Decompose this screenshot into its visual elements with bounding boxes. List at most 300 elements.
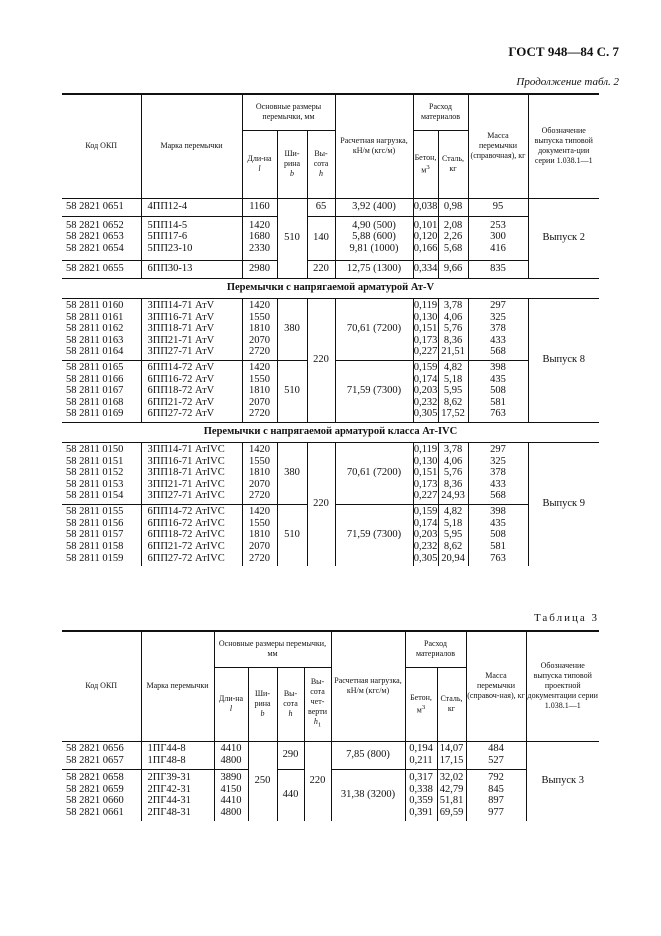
cell-text: 1680 (249, 231, 270, 243)
cell-text: 4,82 (443, 506, 463, 518)
cell-text: 58 2821 0658 (66, 772, 124, 784)
cell-text: 5,18 (443, 517, 463, 529)
cell-text: 2070 (249, 478, 270, 490)
cell-text: 581 (490, 541, 506, 553)
cell-text: 0,151 (413, 323, 438, 335)
table-cell (413, 504, 438, 566)
cell-text: 6ПП16-72 АтV (147, 373, 215, 385)
cell-text: 0,203 (413, 529, 438, 541)
table-cell: Выпуск 8 (542, 354, 586, 366)
table-cell (468, 216, 528, 260)
table-cell (141, 769, 214, 821)
table-cell: 1160 (242, 198, 277, 216)
table-cell: 510 (277, 504, 307, 566)
cell-text: 0,227 (413, 490, 438, 502)
table-cell: 2980 (242, 260, 277, 278)
cell-text: 5ПП14-5 (147, 219, 188, 231)
cell-text: 398 (490, 506, 506, 518)
cell-text: 58 2811 0165 (66, 362, 124, 374)
cell-text: 58 2811 0156 (66, 517, 124, 529)
cell-text: 0,159 (413, 362, 438, 374)
cell-text: 1420 (249, 444, 270, 456)
table-cell (62, 298, 141, 360)
cell-text: 5,76 (443, 467, 463, 479)
cell-text: 435 (490, 373, 506, 385)
cell-text: 2070 (249, 541, 270, 553)
cell-text: Сталь, кг (441, 154, 465, 173)
cell-text: 2ПГ42-31 (147, 783, 191, 795)
table-cell (438, 504, 468, 566)
table-cell: 0,334 (413, 260, 438, 278)
cell-text: Код ОКП (85, 141, 118, 151)
cell-text: Вы-сота (313, 149, 329, 168)
cell-text: 42,79 (439, 783, 464, 795)
cell-text: 581 (490, 396, 506, 408)
table-cell (468, 504, 528, 566)
cell-text: 0,130 (413, 311, 438, 323)
cell-text: 325 (490, 311, 506, 323)
cell-text: 58 2811 0150 (66, 444, 124, 456)
cell-text: 1550 (249, 311, 270, 323)
cell-text: 4410 (220, 743, 242, 755)
cell-text: 8,36 (443, 478, 463, 490)
cell-text: 3ПП14-71 АтIVС (147, 444, 225, 456)
cell-text: 8,62 (443, 396, 463, 408)
table-cell (141, 298, 242, 360)
table-row (62, 216, 599, 260)
table-cell: 290 (277, 741, 304, 769)
cell-text: 9,81 (1000) (349, 242, 399, 254)
col-code-header (62, 94, 141, 198)
col-mark-header (141, 631, 214, 741)
cell-text: 4800 (220, 806, 242, 818)
cell-text: 0,391 (409, 806, 433, 818)
col-mat-header (413, 94, 468, 130)
cell-text: Бетон, м (410, 692, 432, 715)
table-cell (242, 298, 277, 360)
cell-text: h (288, 709, 293, 718)
section-header-row (62, 278, 599, 298)
cell-text: 58 2821 0660 (66, 795, 124, 807)
cell-text: 5,18 (443, 373, 463, 385)
cell-text: 0,166 (413, 242, 438, 254)
table-3 (62, 630, 599, 821)
cell-text: 325 (490, 455, 506, 467)
cell-text: 20,94 (441, 552, 465, 564)
cell-text: 58 2821 0653 (66, 231, 124, 243)
table-cell (242, 216, 277, 260)
cell-text: 4150 (220, 783, 242, 795)
cell-text: 2,26 (443, 231, 463, 243)
cell-text: Марка перемычки (146, 681, 209, 691)
cell-text: 3890 (220, 772, 242, 784)
cell-text: Дли-на (247, 154, 272, 163)
table-cell: 31,38 (3200) (331, 769, 405, 821)
col-mass-header (466, 631, 526, 741)
table-cell (468, 360, 528, 422)
cell-text: 4410 (220, 795, 242, 807)
cell-text: l (258, 164, 261, 173)
cell-text: 0,227 (413, 346, 438, 358)
table-cell: Выпуск 2 (528, 198, 599, 278)
col-series-header (528, 94, 599, 198)
cell-text: 2ПГ48-31 (147, 806, 191, 818)
cell-text: Сталь, кг (440, 694, 463, 713)
cell-text: h (319, 169, 323, 178)
table-cell: 71,59 (7300) (335, 360, 413, 422)
table-cell (62, 216, 141, 260)
cell-text: 8,62 (443, 541, 463, 553)
table-cell (62, 360, 141, 422)
cell-text: Расчетная нагрузка, кН/м (кгс/м) (334, 676, 402, 696)
col-concrete-header: Бетон, $м^3$ (405, 667, 437, 741)
cell-text: 0,174 (413, 373, 438, 385)
cell-text: 6ПП14-72 АтV (147, 362, 215, 374)
cell-text: 1420 (249, 300, 270, 312)
cell-text: 58 2811 0163 (66, 334, 124, 346)
table-cell (437, 769, 466, 821)
table-cell (141, 442, 242, 504)
cell-text: 508 (490, 385, 506, 397)
table-cell: 71,59 (7300) (335, 504, 413, 566)
table-cell (405, 769, 437, 821)
cell-text: Расход материалов (420, 102, 461, 122)
cell-text: Обозначение выпуска типовой документа-ции серии 1.038.1—1 (534, 126, 593, 166)
cell-text: 1420 (249, 219, 270, 231)
cell-text: Вы-сота (283, 689, 298, 708)
cell-text: 6ПП18-72 АтIVС (147, 529, 225, 541)
col-height-header (307, 130, 335, 198)
cell-text: 2720 (249, 490, 270, 502)
cell-text: 58 2811 0160 (66, 300, 124, 312)
cell-text: 4800 (220, 755, 242, 766)
cell-text: 58 2821 0654 (66, 242, 124, 254)
cell-text: 8,36 (443, 334, 463, 346)
cell-text: 58 2811 0166 (66, 373, 124, 385)
cell-text: 69,59 (439, 806, 464, 818)
cell-text: 6ПП21-72 АтV (147, 396, 215, 408)
cell-text: 0,101 (413, 219, 438, 231)
table-cell: 440 (277, 769, 304, 821)
cell-text: 3ПП18-71 АтIVС (147, 467, 225, 479)
cell-text: 1810 (249, 385, 270, 397)
cell-text: 6ПП16-72 АтIVС (147, 517, 225, 529)
section-header-row (62, 422, 599, 442)
cell-text: 0,159 (413, 506, 438, 518)
table-cell (438, 216, 468, 260)
cell-text: 0,119 (413, 300, 438, 312)
table-cell (62, 442, 141, 504)
cell-text: 24,93 (441, 490, 465, 502)
table-3-label: Таблица 3 (533, 612, 599, 624)
cell-text: 58 2821 0659 (66, 783, 124, 795)
col-length-header (214, 667, 248, 741)
table-cell (413, 360, 438, 422)
cell-text: 58 2811 0154 (66, 490, 124, 502)
cell-text: b (260, 709, 265, 718)
cell-text: 6ПП21-72 АтIVС (147, 541, 225, 553)
table-cell (242, 442, 277, 504)
table-cell: 70,61 (7200) (335, 298, 413, 360)
table-cell: 220 (304, 741, 331, 821)
cell-text: 0,232 (413, 541, 438, 553)
cell-text: 5,95 (443, 529, 463, 541)
col-dims-header (214, 631, 331, 667)
cell-text: Расчетная нагрузка, кН/м (кгс/м) (340, 136, 408, 156)
cell-text: 58 2821 0656 (66, 743, 124, 755)
cell-text: 4,82 (443, 362, 463, 374)
table-cell: 220 (307, 442, 335, 566)
cell-text: 5,95 (443, 385, 463, 397)
cell-text: 58 2821 0661 (66, 806, 124, 818)
table-row (62, 260, 599, 278)
cell-text: 6ПП27-72 АтIVС (147, 552, 225, 564)
cell-text: 3ПП18-71 АтV (147, 323, 215, 335)
cell-text: 0,130 (413, 455, 438, 467)
table-cell: Выпуск 9 (542, 498, 586, 510)
cell-text: 58 2811 0162 (66, 323, 124, 335)
col-series-header (526, 631, 599, 741)
cell-text: Масса перемычки (справочная), кг (470, 131, 526, 161)
table-cell (62, 741, 141, 769)
cell-text: 1810 (249, 323, 270, 335)
table-cell (141, 360, 242, 422)
cell-text: b (290, 169, 294, 178)
cell-text: 2ПГ44-31 (147, 795, 191, 807)
cell-text: Основные размеры перемычки, мм (255, 102, 322, 122)
table-cell (141, 741, 214, 769)
table-row (62, 298, 599, 360)
cell-text: 378 (490, 467, 506, 479)
cell-text: 2720 (249, 346, 270, 358)
cell-text: 845 (488, 783, 504, 795)
table-cell: Выпуск 3 (541, 775, 585, 787)
cell-text: 1810 (249, 467, 270, 479)
cell-text: Дли-на (218, 694, 244, 703)
cell-text: 58 2811 0169 (66, 408, 124, 420)
table-cell: 95 (468, 198, 528, 216)
table-cell (242, 360, 277, 422)
cell-text: 568 (490, 346, 506, 358)
cell-text: 5,76 (443, 323, 463, 335)
table-cell: 7,85 (800) (331, 741, 405, 769)
table-cell (466, 769, 526, 821)
cell-text: 3ПП14-71 АтV (147, 300, 215, 312)
cell-text: 0,151 (413, 467, 438, 479)
cell-text: 2ПГ39-31 (147, 772, 191, 784)
cell-text: 3ПП21-71 АтV (147, 334, 215, 346)
cell-text: 3ПП27-71 АтIVС (147, 490, 225, 502)
col-mark-header (141, 94, 242, 198)
cell-text: 1420 (249, 506, 270, 518)
table-cell: 510 (277, 360, 307, 422)
cell-text: 1420 (249, 362, 270, 374)
cell-text: 0,211 (409, 755, 433, 766)
table-cell: 510 (277, 198, 307, 278)
table-cell (413, 442, 438, 504)
cell-text: 6ПП14-72 АтIVС (147, 506, 225, 518)
cell-text: 58 2811 0159 (66, 552, 124, 564)
cell-text: 416 (490, 242, 506, 254)
cell-text: 17,52 (441, 408, 465, 420)
cell-text: 0,174 (413, 517, 438, 529)
table-cell: 70,61 (7200) (335, 442, 413, 504)
cell-text: 3,78 (443, 444, 463, 456)
table-continuation-caption: Продолжение табл. 2 (516, 76, 619, 88)
table-cell: 380 (277, 298, 307, 360)
table-cell: 9,66 (438, 260, 468, 278)
cell-text: Вы-сота чет-верти (308, 677, 327, 717)
table-2 (62, 93, 599, 566)
cell-text: 6ПП18-72 АтV (147, 385, 215, 397)
cell-text: 6ПП27-72 АтV (147, 408, 215, 420)
table-cell: 835 (468, 260, 528, 278)
table-cell: 3,92 (400) (335, 198, 413, 216)
table-cell (335, 216, 413, 260)
cell-text: 0,120 (413, 231, 438, 243)
cell-text: h (313, 717, 318, 727)
table-cell (438, 360, 468, 422)
table-cell: 6ПП30-13 (141, 260, 242, 278)
table-cell: 220 (307, 260, 335, 278)
cell-text: 508 (490, 529, 506, 541)
page-header: ГОСТ 948—84 С. 7 (508, 44, 619, 59)
cell-text: 0,359 (409, 795, 433, 807)
cell-text: 0,119 (413, 444, 438, 456)
cell-text: Расход материалов (415, 639, 456, 659)
table-cell (141, 216, 242, 260)
table-cell: 65 (307, 198, 335, 216)
cell-text: 58 2811 0155 (66, 506, 124, 518)
col-load-header (331, 631, 405, 741)
table-cell (62, 769, 141, 821)
col-load-header (335, 94, 413, 198)
table-cell: Перемычки с напрягаемой арматурой Ат-V (62, 278, 599, 298)
cell-text: 1550 (249, 455, 270, 467)
cell-text: 433 (490, 478, 506, 490)
table-cell: 250 (248, 741, 277, 821)
cell-text: 2,08 (443, 219, 463, 231)
table-cell (437, 741, 466, 769)
cell-text: 2070 (249, 334, 270, 346)
table-cell: 0,038 (413, 198, 438, 216)
cell-text: 3,78 (443, 300, 463, 312)
col-width-header (248, 667, 277, 741)
cell-text: 253 (490, 219, 506, 231)
table-row (62, 741, 599, 769)
table-cell: 0,98 (438, 198, 468, 216)
cell-text: Ши-рина (254, 689, 271, 708)
cell-text: 5,88 (600) (352, 231, 396, 243)
cell-text: Обозначение выпуска типовой проектной документации серии 1.038.1—1 (527, 661, 598, 711)
cell-text: 1ПГ48-8 (147, 755, 186, 766)
cell-text: 2720 (249, 408, 270, 420)
cell-text: 527 (488, 755, 504, 766)
table-cell: 380 (277, 442, 307, 504)
cell-text: Бетон, м (414, 152, 437, 175)
cell-text: l (229, 704, 233, 713)
cell-text: 58 2811 0151 (66, 455, 124, 467)
table-cell: 4ПП12-4 (141, 198, 242, 216)
table-cell (405, 741, 437, 769)
table-cell (438, 298, 468, 360)
cell-text: 3ПП27-71 АтV (147, 346, 215, 358)
table-cell (141, 504, 242, 566)
cell-text: Основные размеры перемычки, мм (218, 639, 327, 659)
cell-text: 433 (490, 334, 506, 346)
cell-text: 2720 (249, 552, 270, 564)
table-cell: 140 (307, 216, 335, 260)
table-cell (214, 769, 248, 821)
cell-text: 58 2821 0652 (66, 219, 124, 231)
cell-text: Масса перемычки (справоч-ная), кг (467, 671, 525, 701)
table-cell (438, 442, 468, 504)
table-cell: 58 2821 0655 (62, 260, 141, 278)
cell-text: 58 2821 0657 (66, 755, 124, 766)
cell-text: 0,317 (409, 772, 433, 784)
cell-text: 792 (488, 772, 504, 784)
cell-text: 3ПП16-71 АтV (147, 311, 215, 323)
table-cell: 220 (307, 298, 335, 422)
cell-text: Марка перемычки (160, 141, 223, 151)
table-cell: 58 2821 0651 (62, 198, 141, 216)
cell-text: 297 (490, 444, 506, 456)
cell-text: 1ПГ44-8 (147, 743, 186, 755)
cell-text: 17,15 (439, 755, 464, 766)
cell-text: 3ПП16-71 АтIVС (147, 455, 225, 467)
cell-text: 32,02 (439, 772, 464, 784)
cell-text: 58 2811 0167 (66, 385, 124, 397)
cell-text: Код ОКП (85, 681, 118, 691)
col-width-header (277, 130, 307, 198)
cell-text: 1810 (249, 529, 270, 541)
table-row (62, 442, 599, 504)
cell-text: 0,232 (413, 396, 438, 408)
cell-text: 0,305 (413, 552, 438, 564)
cell-text: 58 2811 0161 (66, 311, 124, 323)
cell-text: 58 2811 0153 (66, 478, 124, 490)
cell-text: 897 (488, 795, 504, 807)
cell-text: 297 (490, 300, 506, 312)
cell-text: 5,68 (443, 242, 463, 254)
table-cell (466, 741, 526, 769)
cell-text: 58 2811 0158 (66, 541, 124, 553)
cell-text: 4,06 (443, 311, 463, 323)
table-cell (413, 298, 438, 360)
cell-text: 14,07 (439, 743, 464, 755)
table-cell (214, 741, 248, 769)
cell-text: 51,81 (439, 795, 464, 807)
cell-text: 435 (490, 517, 506, 529)
cell-text: 300 (490, 231, 506, 243)
cell-text: 58 2811 0152 (66, 467, 124, 479)
cell-text: 5ПП17-6 (147, 231, 188, 243)
cell-text: 3ПП21-71 АтIVС (147, 478, 225, 490)
col-dims-header (242, 94, 335, 130)
table-cell: 12,75 (1300) (335, 260, 413, 278)
cell-text: 1550 (249, 517, 270, 529)
cell-text: 2330 (249, 242, 270, 254)
cell-text: Ши-рина (283, 149, 301, 168)
col-mat-header (405, 631, 466, 667)
cell-text: 5ПП23-10 (147, 242, 193, 254)
cell-text: 0,305 (413, 408, 438, 420)
col-concrete-header: Бетон, $м^3$ (413, 130, 438, 198)
col-code-header (62, 631, 141, 741)
table-cell (468, 442, 528, 504)
cell-text: 378 (490, 323, 506, 335)
table-cell (242, 504, 277, 566)
